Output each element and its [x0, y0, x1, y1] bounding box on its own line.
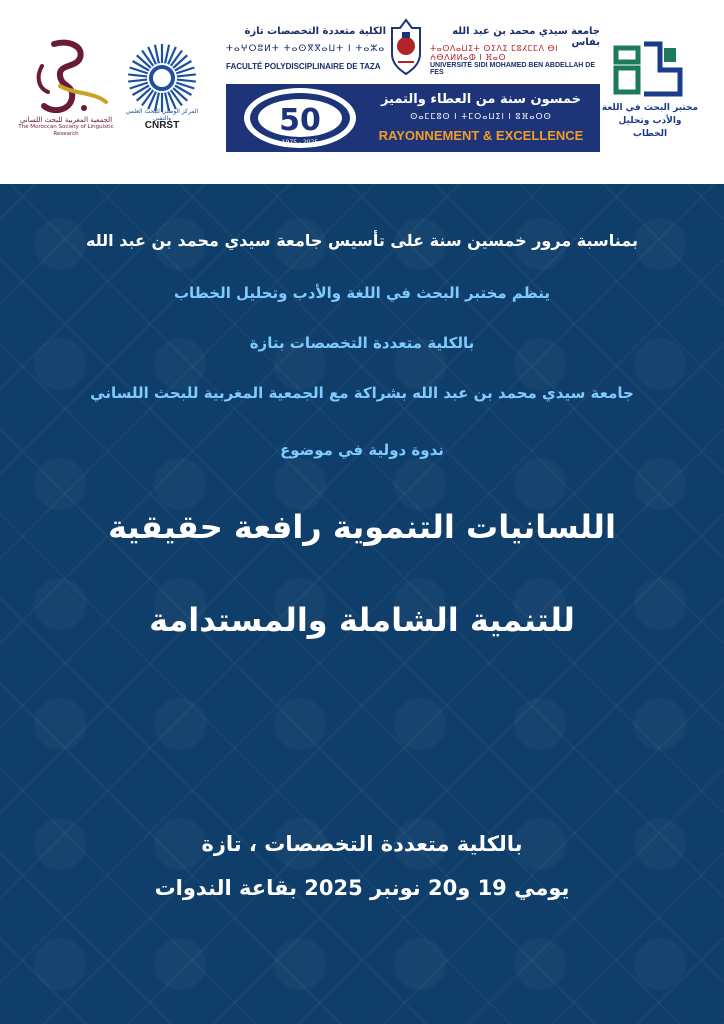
poster-title-line1: اللسانيات التنموية رافعة حقيقية	[108, 508, 616, 546]
society-name-arabic: الجمعية المغربية للبحث اللساني	[19, 116, 113, 124]
occasion-line: بمناسبة مرور خمسين سنة على تأسيس جامعة سيدي محمد بن عبد الله	[85, 231, 639, 250]
banner-tifinagh: ⵙⴰⵎⵎⵓⵙ ⵏ ⵜⵎⵔⴰⵡⵉⵏ ⵏ ⵓⴼⴰⵔⵙ	[410, 112, 552, 121]
university-seal-icon	[386, 18, 426, 76]
faculty-name-arabic: الكلية متعددة التخصصات تازة	[244, 26, 386, 37]
banner-arabic: خمسون سنة من العطاء والتميز	[380, 92, 582, 107]
partnership-line: جامعة سيدي محمد بن عبد الله بشراكة مع الجمعية المغربية للبحث اللساني	[90, 384, 634, 402]
anniversary-emblem-icon	[240, 86, 360, 150]
lab-caption-line1: مختبر البحث في اللغة	[601, 103, 699, 113]
university-name-tifinagh: ⵜⴰⵙⴷⴰⵡⵉⵜ ⵙⵉⴷⵉ ⵎⵓⵃⵎⵎⴷ ⴱⵏ ⵄⴱⴷⵍⵍⴰⵀ ⵏ ⴼⴰⵙ	[430, 44, 558, 62]
poster-title-line2: للتنمية الشاملة والمستدامة	[149, 601, 575, 639]
date-line: يومي 19 و20 نونبر 2025 بقاعة الندوات	[154, 876, 570, 900]
anniversary-number: 50	[279, 103, 321, 138]
lab-caption	[600, 102, 700, 141]
header-logos	[0, 0, 724, 184]
banner-english: RAYONNEMENT & EXCELLENCE	[378, 128, 584, 143]
lab-caption-line2: والأدب وتحليل الخطاب	[618, 116, 682, 139]
faculty-name-french: FACULTÉ POLYDISCIPLINAIRE DE TAZA	[226, 62, 381, 71]
anniversary-years: 1975 - 2025	[281, 139, 319, 146]
organizer-line: ينظم مختبر البحث في اللغة والأدب وتحليل الخطاب	[173, 284, 551, 302]
lab-logo-icon	[612, 40, 684, 98]
cnrst-name-arabic: المركز الوطني للبحث العلمي والتقني	[125, 108, 199, 122]
anniversary-banner	[226, 84, 600, 152]
university-name-french: UNIVERSITÉ SIDI MOHAMED BEN ABDELLAH DE FES	[430, 62, 596, 76]
faculty-name-tifinagh: ⵜⴰⵖⵔⵓⵍⵜ ⵜⴰⵙⴳⴳⴰⵡⵜ ⵏ ⵜⴰⵣⴰ	[226, 44, 386, 54]
venue-line: بالكلية متعددة التخصصات ، تازة	[201, 832, 523, 856]
university-name-arabic: جامعة سيدي محمد بن عبد الله بفاس	[452, 26, 600, 48]
society-caption	[6, 117, 126, 138]
society-name-english: The Moroccan Society of Linguistic Research	[18, 124, 114, 137]
cnrst-label: CNRST	[144, 120, 180, 131]
faculty-line: بالكلية متعددة التخصصات بتازة	[249, 334, 475, 352]
symposium-line: ندوة دولية في موضوع	[280, 441, 444, 459]
